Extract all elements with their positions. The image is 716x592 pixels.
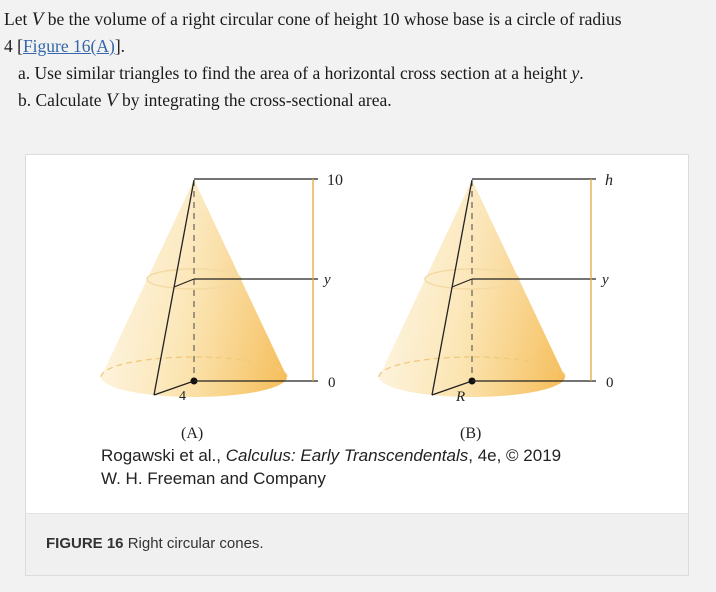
figure-16a-link[interactable]: Figure 16(A) <box>22 36 115 56</box>
figure-caption <box>46 535 264 552</box>
figure-credit-line-1: Rogawski et al., Calculus: Early Transcendentals, 4e, © 2019 <box>101 446 562 465</box>
problem-line-2: 4 [Figure 16(A)]. <box>4 36 126 56</box>
cone-b-bottom-label: 0 <box>606 375 614 391</box>
cone-a-mid-label: y <box>324 272 331 288</box>
problem-line-1: Let V be the volume of a right circular cone of height 10 whose base is a circle of radius <box>4 9 622 30</box>
cone-a-bottom-label: 0 <box>328 375 336 391</box>
figure-caption-text: Right circular cones. <box>127 535 264 552</box>
cone-b-top-label: h <box>605 172 613 189</box>
cone-a <box>101 172 343 404</box>
figure-caption-bar <box>26 513 688 575</box>
cone-a-top-label: 10 <box>327 172 343 189</box>
problem-statement <box>4 6 710 114</box>
cones-illustration <box>26 155 688 515</box>
part-a: a. Use similar triangles to find the area of a horizontal cross section at a height y. <box>18 63 584 83</box>
panel-label-b: (B) <box>460 425 482 442</box>
figure-caption-label: FIGURE 16 <box>46 535 124 552</box>
cone-a-radius-label: 4 <box>179 389 186 404</box>
figure-credit-line-2: W. H. Freeman and Company <box>101 469 326 488</box>
cone-b-mid-label: y <box>602 272 609 288</box>
cone-b <box>379 172 614 405</box>
panel-label-a: (A) <box>181 425 204 442</box>
figure-card <box>25 154 689 576</box>
cone-b-radius-label: R <box>456 389 466 405</box>
part-b: b. Calculate V by integrating the cross-sectional area. <box>18 90 392 111</box>
